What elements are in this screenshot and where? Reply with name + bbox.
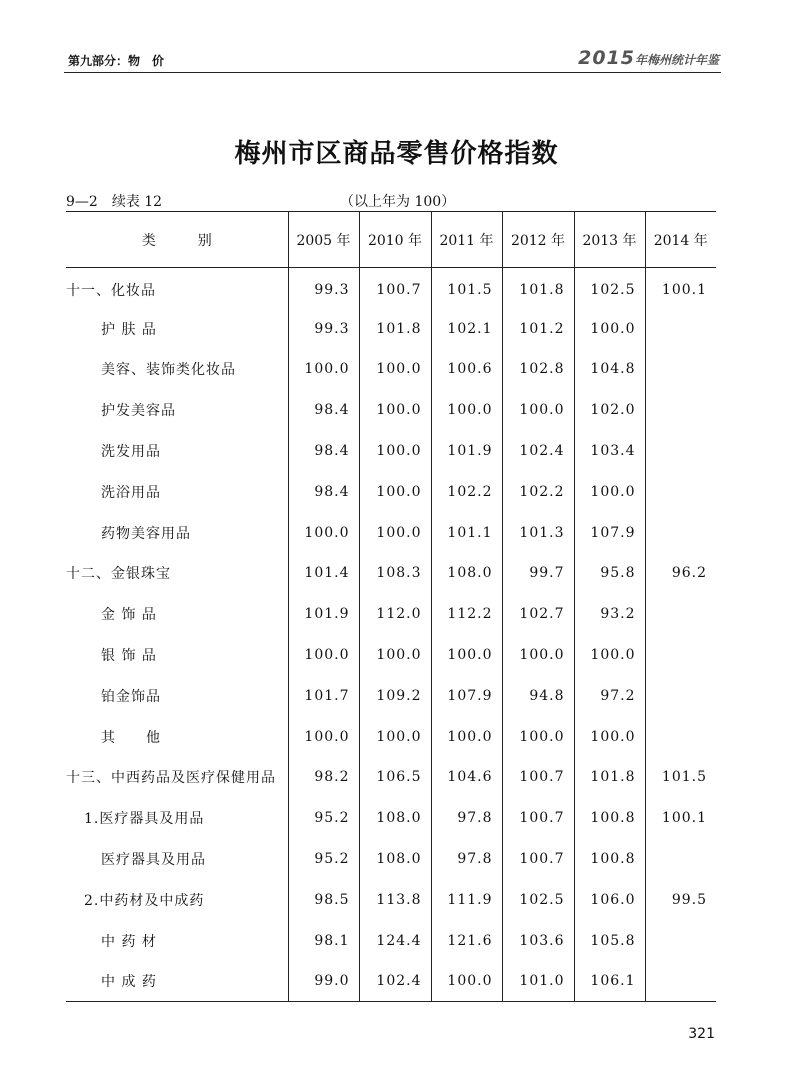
index-value bbox=[645, 675, 716, 716]
column-header-2012: 2012 年 bbox=[502, 212, 574, 268]
index-value: 100.0 bbox=[359, 349, 431, 390]
index-value: 106.0 bbox=[574, 879, 645, 920]
table-row bbox=[66, 635, 716, 676]
header-rule bbox=[64, 72, 721, 73]
index-value: 101.8 bbox=[502, 268, 574, 309]
index-value: 100.8 bbox=[574, 798, 645, 839]
index-value: 99.3 bbox=[288, 308, 359, 349]
index-value: 101.7 bbox=[288, 675, 359, 716]
row-category: 银 饰 品 bbox=[101, 648, 157, 665]
row-category: 1.医疗器具及用品 bbox=[84, 811, 205, 828]
row-category: 护 肤 品 bbox=[101, 321, 157, 338]
index-value: 109.2 bbox=[359, 675, 431, 716]
index-value: 108.0 bbox=[431, 553, 502, 594]
index-value: 102.4 bbox=[359, 961, 431, 1002]
index-value: 113.8 bbox=[359, 879, 431, 920]
index-value: 100.0 bbox=[574, 716, 645, 757]
index-value: 106.1 bbox=[574, 961, 645, 1002]
index-value: 101.8 bbox=[359, 308, 431, 349]
index-value bbox=[645, 920, 716, 961]
row-category: 2.中药材及中成药 bbox=[84, 892, 205, 909]
index-value bbox=[645, 308, 716, 349]
index-value: 111.9 bbox=[431, 879, 502, 920]
page-title: 梅州市区商品零售价格指数 bbox=[234, 139, 559, 169]
index-value: 104.6 bbox=[431, 757, 502, 798]
index-value: 100.0 bbox=[359, 390, 431, 431]
index-value: 101.5 bbox=[431, 268, 502, 309]
row-category: 十一、化妆品 bbox=[66, 282, 156, 299]
index-value: 100.7 bbox=[502, 798, 574, 839]
table-row bbox=[66, 471, 716, 512]
index-value: 107.9 bbox=[574, 512, 645, 553]
index-value bbox=[645, 349, 716, 390]
index-value: 100.0 bbox=[288, 349, 359, 390]
index-value bbox=[645, 839, 716, 880]
index-value: 96.2 bbox=[645, 553, 716, 594]
table-row bbox=[66, 839, 716, 880]
index-value: 101.9 bbox=[288, 594, 359, 635]
index-value: 94.8 bbox=[502, 675, 574, 716]
column-header-2014: 2014 年 bbox=[645, 212, 716, 268]
row-category: 中 药 材 bbox=[101, 933, 157, 950]
index-value: 98.1 bbox=[288, 920, 359, 961]
index-value: 100.1 bbox=[645, 268, 716, 309]
index-value: 95.8 bbox=[574, 553, 645, 594]
index-value: 100.7 bbox=[359, 268, 431, 309]
index-value: 100.0 bbox=[288, 716, 359, 757]
table-row bbox=[66, 553, 716, 594]
index-value: 101.0 bbox=[502, 961, 574, 1002]
row-category: 美容、装饰类化妆品 bbox=[101, 362, 236, 379]
index-value bbox=[645, 594, 716, 635]
table-row bbox=[66, 390, 716, 431]
index-value: 101.8 bbox=[574, 757, 645, 798]
table-header-row bbox=[66, 212, 716, 268]
column-header-category: 类 别 bbox=[66, 212, 288, 268]
index-value: 108.3 bbox=[359, 553, 431, 594]
index-value bbox=[645, 431, 716, 472]
index-value: 98.2 bbox=[288, 757, 359, 798]
index-value: 97.2 bbox=[574, 675, 645, 716]
index-value: 112.2 bbox=[431, 594, 502, 635]
index-value: 100.0 bbox=[502, 635, 574, 676]
row-category: 其 他 bbox=[101, 729, 161, 746]
row-category: 药物美容用品 bbox=[101, 525, 191, 542]
table-number: 9—2 续表 12 bbox=[66, 194, 163, 210]
column-header-2013: 2013 年 bbox=[574, 212, 645, 268]
column-header-2005: 2005 年 bbox=[288, 212, 359, 268]
index-value: 102.8 bbox=[502, 349, 574, 390]
index-value: 100.0 bbox=[359, 471, 431, 512]
table-row bbox=[66, 716, 716, 757]
index-value: 95.2 bbox=[288, 798, 359, 839]
index-value: 108.0 bbox=[359, 839, 431, 880]
index-value: 102.2 bbox=[502, 471, 574, 512]
price-index-table bbox=[66, 211, 716, 1002]
index-value: 95.2 bbox=[288, 839, 359, 880]
index-value bbox=[645, 716, 716, 757]
row-category: 医疗器具及用品 bbox=[101, 852, 206, 869]
index-value bbox=[645, 512, 716, 553]
index-value: 102.0 bbox=[574, 390, 645, 431]
index-value bbox=[645, 471, 716, 512]
index-value: 100.0 bbox=[359, 512, 431, 553]
index-value: 100.0 bbox=[502, 390, 574, 431]
table-row bbox=[66, 920, 716, 961]
index-value: 102.5 bbox=[574, 268, 645, 309]
index-value: 100.0 bbox=[431, 716, 502, 757]
index-value: 101.4 bbox=[288, 553, 359, 594]
table-row bbox=[66, 431, 716, 472]
section-header: 第九部分：物 价 bbox=[68, 54, 165, 68]
index-value: 100.0 bbox=[431, 961, 502, 1002]
row-category: 洗发用品 bbox=[101, 444, 161, 461]
index-value: 93.2 bbox=[574, 594, 645, 635]
index-value: 99.7 bbox=[502, 553, 574, 594]
table-row bbox=[66, 961, 716, 1002]
index-value: 99.3 bbox=[288, 268, 359, 309]
index-value: 100.0 bbox=[359, 431, 431, 472]
table-row bbox=[66, 757, 716, 798]
index-value: 100.6 bbox=[431, 349, 502, 390]
table-row bbox=[66, 798, 716, 839]
index-value: 106.5 bbox=[359, 757, 431, 798]
index-value: 98.4 bbox=[288, 471, 359, 512]
index-value bbox=[645, 390, 716, 431]
index-value: 97.8 bbox=[431, 839, 502, 880]
index-value: 103.4 bbox=[574, 431, 645, 472]
row-category: 十二、金银珠宝 bbox=[66, 566, 171, 583]
table-row bbox=[66, 268, 716, 309]
index-value: 102.7 bbox=[502, 594, 574, 635]
index-value: 100.8 bbox=[574, 839, 645, 880]
index-value: 100.1 bbox=[645, 798, 716, 839]
row-category: 洗浴用品 bbox=[101, 484, 161, 501]
index-value: 99.0 bbox=[288, 961, 359, 1002]
index-value: 100.7 bbox=[502, 757, 574, 798]
row-category: 十三、中西药品及医疗保健用品 bbox=[66, 770, 276, 787]
index-value: 98.4 bbox=[288, 431, 359, 472]
column-header-2010: 2010 年 bbox=[359, 212, 431, 268]
base-note: （以上年为 100） bbox=[340, 194, 456, 210]
index-value: 100.7 bbox=[502, 839, 574, 880]
index-value: 101.1 bbox=[431, 512, 502, 553]
index-value: 101.3 bbox=[502, 512, 574, 553]
index-value: 121.6 bbox=[431, 920, 502, 961]
index-value: 102.1 bbox=[431, 308, 502, 349]
index-value: 101.2 bbox=[502, 308, 574, 349]
table-row bbox=[66, 512, 716, 553]
index-value: 102.2 bbox=[431, 471, 502, 512]
index-value: 112.0 bbox=[359, 594, 431, 635]
index-value bbox=[645, 961, 716, 1002]
table-row bbox=[66, 675, 716, 716]
index-value: 98.5 bbox=[288, 879, 359, 920]
index-value: 100.0 bbox=[574, 635, 645, 676]
row-category: 铂金饰品 bbox=[101, 688, 161, 705]
index-value: 101.9 bbox=[431, 431, 502, 472]
index-value: 102.5 bbox=[502, 879, 574, 920]
index-value: 107.9 bbox=[431, 675, 502, 716]
index-value: 100.0 bbox=[359, 635, 431, 676]
index-value: 108.0 bbox=[359, 798, 431, 839]
index-value: 104.8 bbox=[574, 349, 645, 390]
index-value: 100.0 bbox=[431, 390, 502, 431]
index-value: 97.8 bbox=[431, 798, 502, 839]
yearbook-year: 2015 bbox=[578, 47, 635, 69]
index-value: 103.6 bbox=[502, 920, 574, 961]
index-value: 100.0 bbox=[288, 635, 359, 676]
index-value: 100.0 bbox=[431, 635, 502, 676]
row-category: 中 成 药 bbox=[66, 961, 288, 1002]
table-row bbox=[66, 349, 716, 390]
index-value: 98.4 bbox=[288, 390, 359, 431]
index-value: 105.8 bbox=[574, 920, 645, 961]
table-row bbox=[66, 879, 716, 920]
index-value: 102.4 bbox=[502, 431, 574, 472]
row-category: 金 饰 品 bbox=[101, 607, 157, 624]
index-value: 100.0 bbox=[574, 308, 645, 349]
index-value bbox=[645, 635, 716, 676]
index-value: 124.4 bbox=[359, 920, 431, 961]
index-value: 100.0 bbox=[502, 716, 574, 757]
index-value: 99.5 bbox=[645, 879, 716, 920]
index-value: 101.5 bbox=[645, 757, 716, 798]
column-header-2011: 2011 年 bbox=[431, 212, 502, 268]
table-row bbox=[66, 594, 716, 635]
yearbook-name: 年梅州统计年鉴 bbox=[634, 53, 719, 67]
index-value: 100.0 bbox=[288, 512, 359, 553]
index-value: 100.0 bbox=[359, 716, 431, 757]
index-value: 100.0 bbox=[574, 471, 645, 512]
page-number: 321 bbox=[688, 1026, 715, 1042]
table-row bbox=[66, 308, 716, 349]
yearbook-title bbox=[578, 47, 719, 69]
row-category: 护发美容品 bbox=[101, 403, 176, 420]
